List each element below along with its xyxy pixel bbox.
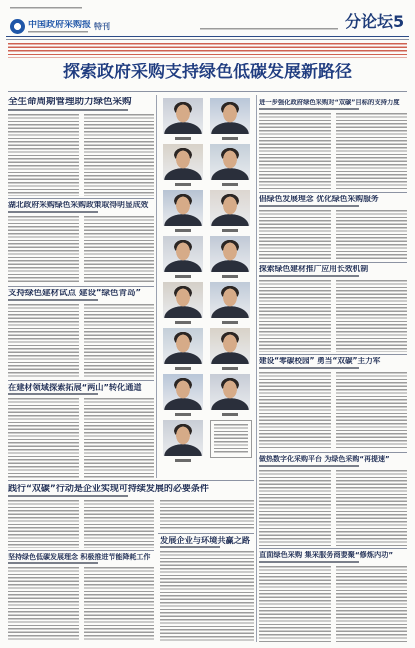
column-divider-left — [156, 95, 157, 478]
main-headline: 探索政府采购支持绿色低碳发展新路径 — [63, 63, 352, 82]
portrait-name — [222, 367, 238, 370]
article-separator — [8, 480, 254, 481]
article-separator — [8, 550, 154, 551]
article-byline — [160, 546, 220, 548]
article-body-continued — [160, 500, 254, 530]
portrait-name — [175, 183, 191, 186]
paper-subtitle-line — [28, 31, 88, 33]
article-separator — [8, 380, 154, 381]
text-column — [259, 210, 331, 260]
text-column — [8, 216, 79, 284]
headline-rule — [8, 91, 407, 92]
text-column — [8, 500, 79, 548]
text-column — [336, 210, 408, 260]
article-body — [259, 372, 407, 450]
portrait-photo — [163, 374, 203, 410]
portrait-photo — [210, 236, 250, 272]
text-column — [84, 304, 155, 378]
text-column — [259, 566, 331, 642]
article-byline — [259, 465, 359, 467]
issue-date-line — [200, 28, 338, 30]
article-body — [8, 216, 154, 284]
article-separator — [8, 286, 154, 287]
portrait-photo — [163, 190, 203, 226]
portrait-photo — [163, 420, 203, 456]
portrait-photo — [210, 144, 250, 180]
portrait-name — [222, 413, 238, 416]
text-column — [8, 398, 79, 478]
article-body — [8, 567, 154, 642]
article-byline — [8, 562, 98, 564]
text-column — [84, 567, 155, 642]
portrait-name — [175, 459, 191, 462]
article-title: 践行“双碳”行动是企业实现可持续发展的必要条件 — [8, 484, 209, 494]
text-column — [259, 280, 331, 352]
masthead-rule-thin — [6, 39, 409, 40]
column-divider-right — [256, 95, 257, 642]
portrait-photo — [163, 282, 203, 318]
article-byline — [8, 211, 98, 213]
portrait-name — [175, 413, 191, 416]
portrait-name — [175, 275, 191, 278]
article-separator — [259, 354, 407, 355]
portrait-name — [222, 229, 238, 232]
portrait-photo — [210, 98, 250, 134]
masthead-top-line — [10, 7, 82, 10]
portrait-name — [222, 275, 238, 278]
article-separator — [259, 452, 407, 453]
portrait-photo — [210, 374, 250, 410]
article-body — [259, 280, 407, 352]
article-byline — [259, 205, 359, 207]
text-column — [336, 470, 408, 546]
text-column — [160, 500, 254, 530]
article-body — [259, 113, 407, 190]
edition-label: 特刊 — [94, 22, 110, 31]
article-byline — [259, 367, 359, 369]
portrait-photo — [163, 144, 203, 180]
article-title: 全生命周期管理助力绿色采购 — [8, 97, 132, 107]
photo-credit-text — [214, 424, 248, 454]
article-title: 进一步强化政府绿色采购对“双碳”目标的支持力度 — [259, 99, 400, 106]
article-body — [8, 500, 154, 548]
portrait-name — [175, 321, 191, 324]
text-column — [84, 398, 155, 478]
portrait-name — [222, 137, 238, 140]
section-title: 分论坛5 — [345, 13, 405, 31]
article-title: 发展企业与环境共赢之路 — [160, 536, 251, 545]
article-title: 支持绿色建材试点 建设“绿色青岛” — [8, 289, 142, 298]
article-title: 在建材领域探索拓展“两山”转化通道 — [8, 383, 142, 392]
article-byline — [259, 561, 359, 563]
photo-credit-box — [210, 420, 252, 458]
text-column — [84, 216, 155, 284]
article-separator — [259, 548, 407, 549]
text-column — [8, 304, 79, 378]
portrait-name — [222, 183, 238, 186]
paper-name: 中国政府采购报 — [28, 20, 92, 30]
article-body — [8, 114, 154, 196]
article-byline — [8, 109, 128, 111]
portrait-photo — [163, 236, 203, 272]
portrait-photo — [163, 328, 203, 364]
text-column — [336, 372, 408, 450]
masthead-rule — [6, 36, 409, 37]
newspaper-logo-icon — [10, 19, 25, 34]
portrait-name — [175, 367, 191, 370]
portrait-photo — [210, 328, 250, 364]
article-title: 直面绿色采购 集采服务商要聚“修炼内功” — [259, 551, 394, 559]
text-column — [336, 566, 408, 642]
portrait-photo — [163, 98, 203, 134]
article-title: 做热数字化采购平台 为绿色采购“再提速” — [259, 455, 390, 463]
article-separator — [158, 533, 254, 534]
portrait-name — [175, 229, 191, 232]
article-byline — [259, 108, 359, 110]
article-separator — [259, 192, 407, 193]
portrait-photo — [210, 190, 250, 226]
text-column — [8, 567, 79, 642]
editor-note — [8, 43, 407, 58]
masthead — [0, 0, 415, 40]
article-title: 探索绿色建材推广应用长效机制 — [259, 265, 369, 273]
article-title: 坚持绿色低碳发展理念 积极推进节能降耗工作 — [8, 553, 151, 561]
article-body — [8, 398, 154, 478]
text-column — [8, 114, 79, 196]
article-byline — [8, 299, 98, 301]
article-body — [259, 566, 407, 642]
article-byline — [8, 495, 128, 497]
text-column — [336, 280, 408, 352]
text-column — [84, 500, 155, 548]
text-column — [160, 551, 254, 642]
text-column — [259, 372, 331, 450]
text-column — [259, 113, 331, 190]
text-column — [336, 113, 408, 190]
article-body — [8, 304, 154, 378]
article-title: 湖北政府采购绿色采购政策取得明显成效 — [8, 201, 149, 209]
article-body — [259, 210, 407, 260]
article-separator — [8, 198, 154, 199]
article-separator — [259, 262, 407, 263]
article-byline — [8, 393, 98, 395]
portrait-name — [175, 137, 191, 140]
article-body — [160, 551, 254, 642]
article-title: 倡绿色发展理念 优化绿色采购服务 — [259, 195, 379, 203]
text-column — [84, 114, 155, 196]
article-title: 建设“零碳校园” 勇当“双碳”主力军 — [259, 357, 381, 365]
article-byline — [259, 275, 359, 277]
portrait-name — [222, 321, 238, 324]
text-column — [259, 470, 331, 546]
portrait-photo — [210, 282, 250, 318]
article-body — [259, 470, 407, 546]
